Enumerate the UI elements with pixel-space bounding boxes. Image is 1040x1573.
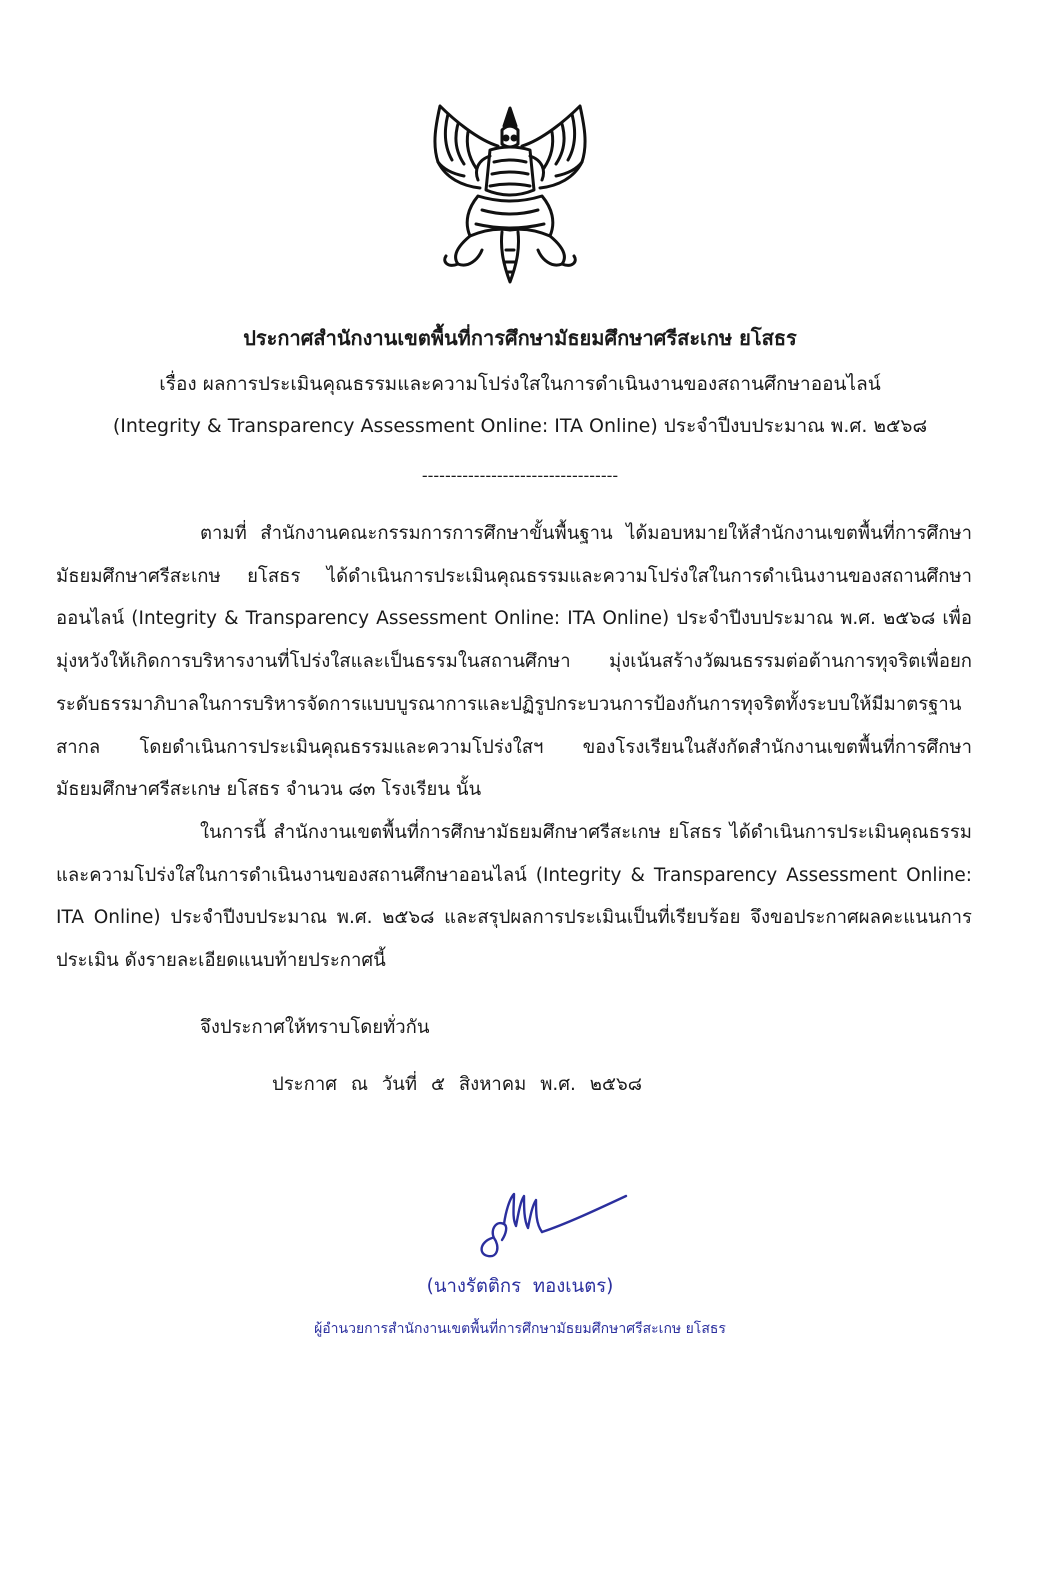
- garuda-emblem-icon: [418, 100, 602, 290]
- subject-line-continued: (Integrity & Transparency Assessment Online: ITA Online) ประจำปีงบประมาณ พ.ศ. ๒๕๖๘: [112, 415, 928, 437]
- subject-line: เรื่อง ผลการประเมินคุณธรรมและความโปร่งใสในการดำเนินงานของสถานศึกษาออนไลน์: [159, 373, 881, 395]
- separator-dashes: ----------------------------------: [421, 466, 619, 485]
- signature-icon: [470, 1180, 640, 1260]
- signer-name: (นางรัตติกร ทองเนตร): [426, 1276, 614, 1297]
- body-paragraph-2: ในการนี้ สำนักงานเขตพื้นที่การศึกษามัธยมศึกษาศรีสะเกษ ยโสธร ได้ดำเนินการประเมินคุณธรรมและความโปร่งใสในการดำเนินงานของสถานศึกษาออนไลน์ (Integrity & Transparency Assessment Online: ITA Online) ประจำปีงบประมาณ พ.ศ. ๒๕๖๘ และสรุปผลการประเมินเป็นที่เรียบร้อย จึงขอประกาศผลคะแนนการประเมิน ดังรายละเอียดแนบท้ายประกาศนี้: [56, 822, 972, 972]
- closing-statement: จึงประกาศให้ทราบโดยทั่วกัน: [200, 1017, 430, 1038]
- body-paragraph-1: ตามที่ สำนักงานคณะกรรมการการศึกษาขั้นพื้นฐาน ได้มอบหมายให้สำนักงานเขตพื้นที่การศึกษามัธยมศึกษาศรีสะเกษ ยโสธร ได้ดำเนินการประเมินคุณธรรมและความโปร่งใสในการดำเนินงานของสถานศึกษาออนไลน์ (Integrity & Transparency Assessment Online: ITA Online) ประจำปีงบประมาณ พ.ศ. ๒๕๖๘ เพื่อมุ่งหวังให้เกิดการบริหารงานที่โปร่งใสและเป็นธรรมในสถานศึกษา มุ่งเน้นสร้างวัฒนธรรมต่อต้านการทุจริตเพื่อยกระดับธรรมาภิบาลในการบริหารจัดการแบบบูรณาการและปฏิรูปกระบวนการป้องกันการทุจริตทั้งระบบให้มีมาตรฐานสากล โดยดำเนินการประเมินคุณธรรมและความโปร่งใสฯ ของโรงเรียนในสังกัดสำนักงานเขตพื้นที่การศึกษามัธยมศึกษาศรีสะเกษ ยโสธร จำนวน ๘๓ โรงเรียน นั้น: [56, 523, 972, 801]
- signer-position: ผู้อำนวยการสำนักงานเขตพื้นที่การศึกษามัธยมศึกษาศรีสะเกษ ยโสธร: [314, 1321, 726, 1337]
- announcement-date: ประกาศ ณ วันที่ ๕ สิงหาคม พ.ศ. ๒๕๖๘: [272, 1074, 643, 1095]
- announcement-title: ประกาศสำนักงานเขตพื้นที่การศึกษามัธยมศึกษาศรีสะเกษ ยโสธร: [243, 326, 797, 350]
